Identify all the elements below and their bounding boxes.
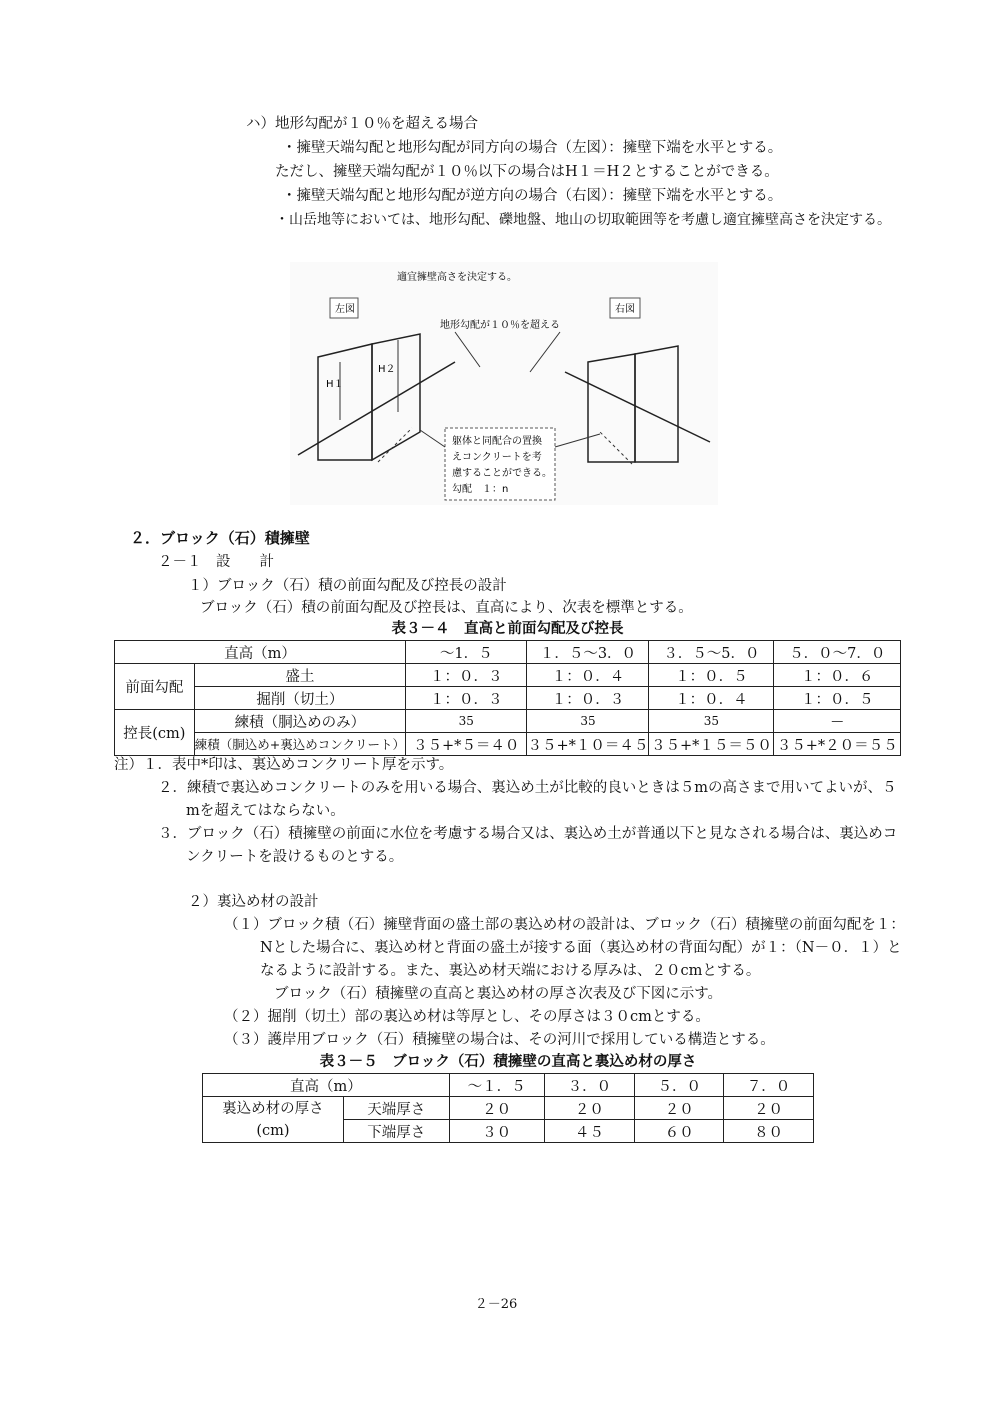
retaining-wall-diagram [290,262,718,505]
t1-row3-label: 練積（胴込めのみ） [194,710,405,733]
t1-cell: — [774,710,901,733]
t2-cell: ２０ [635,1097,724,1120]
t1-cell: 35 [649,710,774,733]
left-figure-label: 左図 [335,304,355,315]
page-number: ２－26 [474,1297,518,1312]
note-1: 注）１．表中*印は、裏込めコンクリート厚を示す。 [114,757,454,773]
t1-col-2: １．５～3．０ [527,641,649,664]
t1-row4-label: 練積（胴込め+裏込めコンクリート） [194,733,405,756]
t2-col-3: ５．０ [635,1074,724,1097]
table-3-4 [114,640,901,756]
t1-cell: １：０．３ [405,687,527,710]
t1-cell: １：０．６ [774,664,901,687]
section-title: ２．ブロック（石）積擁壁 [130,529,310,547]
t2-row2-label: 下端厚さ [343,1120,449,1143]
t2-group-unit: (cm) [256,1122,290,1139]
t1-col-3: ３．５～5．０ [649,641,774,664]
t2-cell: ２０ [544,1097,635,1120]
bullet-opposite-direction: ・擁壁天端勾配と地形勾配が逆方向の場合（右図）：擁壁下端を水平とする。 [282,188,783,204]
table-3-4-caption: 表３－４ 直高と前面勾配及び控長 [391,620,624,637]
t1-cell: 35 [527,710,649,733]
t2-col-1: ～１．５ [449,1074,544,1097]
item-2-title: ２）裏込め材の設計 [188,894,319,910]
item-1-title: １）ブロック（石）積の前面勾配及び控長の設計 [188,578,507,594]
t2-cell: ２０ [449,1097,544,1120]
t1-cell: １：０．４ [649,687,774,710]
t2-cell: ３０ [449,1120,544,1143]
t2-group-label: 裏込め材の厚さ [222,1100,324,1117]
t1-cell: １：０．３ [405,664,527,687]
box-line-3: 慮することができる。 [452,468,552,479]
t1-col-4: ５．０～7．０ [774,641,901,664]
t2-col-4: ７．０ [724,1074,814,1097]
t2-row1-label: 天端厚さ [343,1097,449,1120]
t1-cell: １：０．５ [649,664,774,687]
h1-label: H１ [326,379,344,390]
t1-cell: ３５+*１０＝４５ [527,733,649,756]
t1-col-1: ～1．５ [405,641,527,664]
t1-row2-label: 掘削（切土） [194,687,405,710]
t2-cell: ４５ [544,1120,635,1143]
subsection-title: ２－１ 設 計 [158,554,274,570]
box-line-1: 躯体と同配合の置換 [452,436,542,447]
t1-group-front-slope: 前面勾配 [115,664,195,710]
box-line-2: えコンクリートを考 [452,452,542,463]
slope-text: 地形勾配が１０％を超える [440,320,560,331]
t2-cell: ６０ [635,1120,724,1143]
t1-cell: ３５+*２０＝５５ [774,733,901,756]
bullet-same-direction-note: ただし、擁壁天端勾配が１０％以下の場合はH１＝H２とすることができる。 [275,164,779,180]
right-figure-label: 右図 [615,304,635,315]
box-line-4: 勾配 １：n [452,484,509,495]
item-2-p1a: （１）ブロック積（石）擁壁背面の盛土部の裏込め材の設計は、ブロック（石）積擁壁の前面勾配を１： [224,917,905,933]
item-1-text: ブロック（石）積の前面勾配及び控長は、直高により、次表を標準とする。 [200,600,693,616]
t1-cell: ３５+*１５＝５０ [649,733,774,756]
t2-cell: ８０ [724,1120,814,1143]
t1-group-length: 控長(cm) [115,710,195,756]
note-2b: mを超えてはならない。 [186,803,345,819]
t1-header-label: 直高（m） [115,641,406,664]
t1-cell: １：０．５ [774,687,901,710]
table-3-5 [202,1073,814,1143]
diagram-top-text: 適宜擁壁高さを決定する。 [397,272,517,283]
item-2-p2: （２）掘削（切土）部の裏込め材は等厚とし、その厚さは３０cmとする。 [224,1009,710,1025]
t2-col-2: ３．０ [544,1074,635,1097]
note-3a: ３．ブロック（石）積擁壁の前面に水位を考慮する場合又は、裏込め土が普通以下と見なされる場合は、裏込めコ [158,826,898,842]
item-ha: ハ）地形勾配が１０％を超える場合 [246,116,478,132]
h2-label: H２ [378,364,396,375]
t2-cell: ２０ [724,1097,814,1120]
bullet-same-direction: ・擁壁天端勾配と地形勾配が同方向の場合（左図）：擁壁下端を水平とする。 [282,140,783,156]
note-3b: ンクリートを設けるものとする。 [186,849,404,865]
t2-group [203,1097,344,1143]
item-2-p1c: なるように設計する。また、裏込め材天端における厚みは、２０cmとする。 [260,963,761,979]
item-2-p3: （３）護岸用ブロック（石）積擁壁の場合は、その河川で採用している構造とする。 [224,1032,775,1048]
t1-cell: １：０．３ [527,687,649,710]
t1-cell: １：０．４ [527,664,649,687]
bullet-mountain: ・山岳地等においては、地形勾配、礫地盤、地山の切取範囲等を考慮し適宜擁壁高さを決定する。 [275,212,891,228]
item-2-p1b: Nとした場合に、裏込め材と背面の盛土が接する面（裏込め材の背面勾配）が１：（N－０．１）と [260,940,902,956]
table-3-5-caption: 表３－５ ブロック（石）積擁壁の直高と裏込め材の厚さ [319,1053,697,1070]
t2-header-label: 直高（m） [203,1074,450,1097]
item-2-p1d: ブロック（石）積擁壁の直高と裏込め材の厚さ次表及び下図に示す。 [274,986,723,1002]
t1-row1-label: 盛土 [194,664,405,687]
t1-cell: 35 [405,710,527,733]
note-2a: ２．練積で裏込めコンクリートのみを用いる場合、裏込め土が比較的良いときは５mの高さまで用いてよいが、５ [158,780,897,796]
t1-cell: ３５+*５＝４０ [405,733,527,756]
